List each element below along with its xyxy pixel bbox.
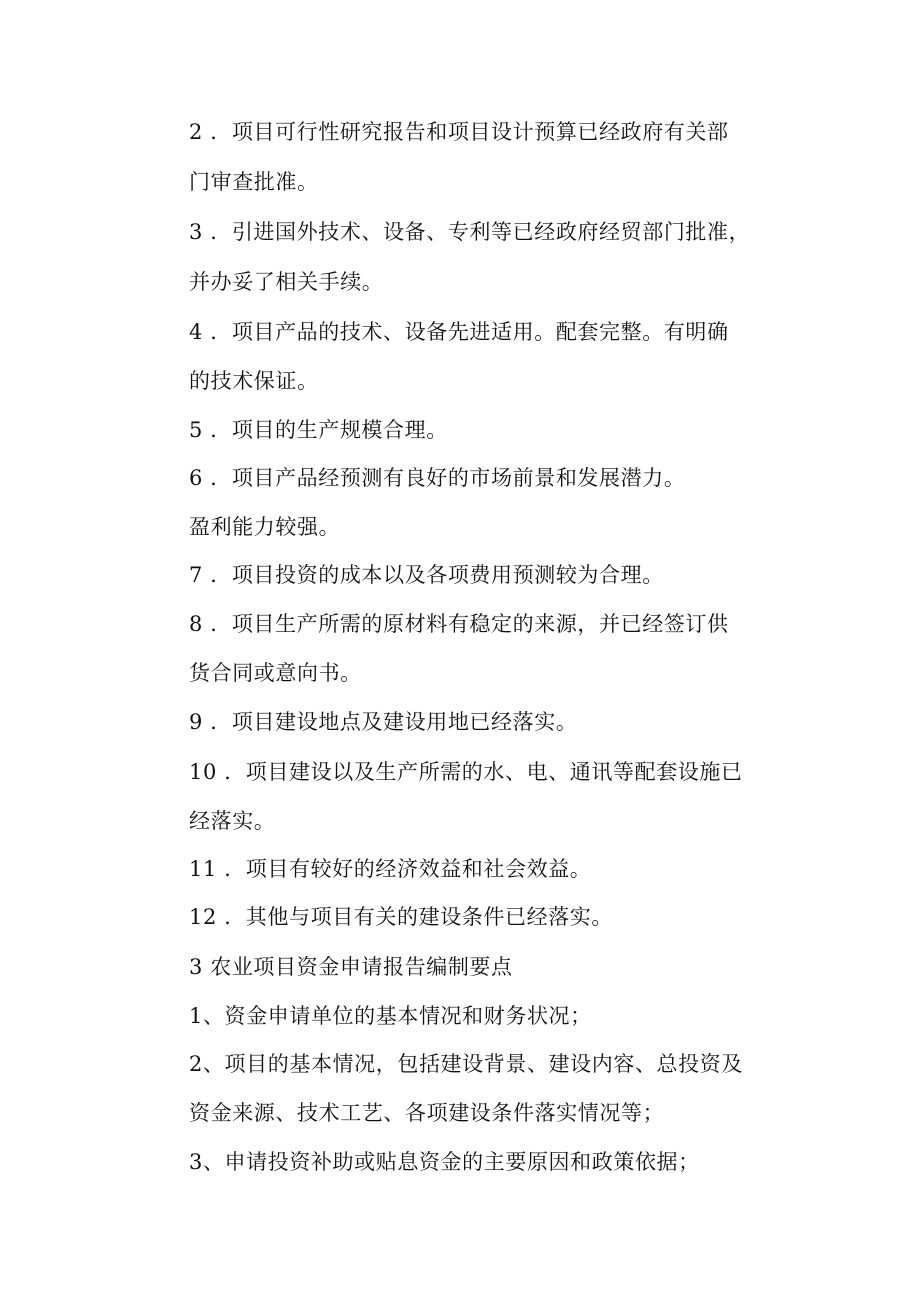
text-line: 7 ．项目投资的成本以及各项费用预测较为合理。 — [189, 563, 664, 587]
text-line: 10 ．项目建设以及生产所需的水、电、通讯等配套设施已 — [189, 760, 743, 784]
text-line: 11 ．项目有较好的经济效益和社会效益。 — [189, 857, 592, 881]
text-line: 9 ．项目建设地点及建设用地已经落实。 — [189, 710, 578, 734]
text-line: 货合同或意向书。 — [189, 661, 362, 685]
text-line: 6 ．项目产品经预测有良好的市场前景和发展潜力。 — [189, 466, 686, 490]
text-line: 3、申请投资补助或贴息资金的主要原因和政策依据； — [189, 1150, 700, 1174]
text-line: 资金来源、技术工艺、各项建设条件落实情况等； — [189, 1101, 665, 1125]
text-line: 门审查批准。 — [189, 170, 319, 194]
text-line: 并办妥了相关手续。 — [189, 270, 384, 294]
text-line: 2 ．项目可行性研究报告和项目设计预算已经政府有关部 — [189, 120, 729, 144]
text-line: 12 ．其他与项目有关的建设条件已经落实。 — [189, 905, 613, 929]
text-line: 盈利能力较强。 — [189, 515, 341, 539]
text-line: 4 ．项目产品的技术、设备先进适用。配套完整。有明确 — [189, 320, 729, 344]
text-line: 经落实。 — [189, 809, 276, 833]
text-line: 2、项目的基本情况，包括建设背景、建设内容、总投资及 — [189, 1052, 743, 1076]
section-heading: 3 农业项目资金申请报告编制要点 — [189, 955, 513, 979]
text-line: 3 ．引进国外技术、设备、专利等已经政府经贸部门批准， — [189, 220, 751, 244]
text-line: 8 ．项目生产所需的原材料有稳定的来源，并已经签订供 — [189, 612, 729, 636]
text-line: 5 ．项目的生产规模合理。 — [189, 418, 448, 442]
text-line: 的技术保证。 — [189, 369, 319, 393]
text-line: 1、资金申请单位的基本情况和财务状况； — [189, 1004, 592, 1028]
